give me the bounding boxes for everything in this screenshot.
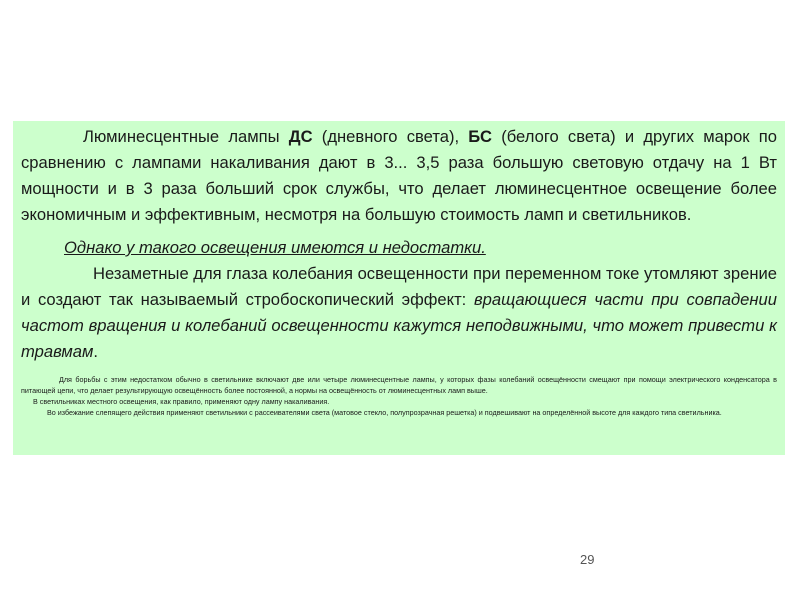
text-fragment: Незаметные для глаза колебания освещенности при переменном токе утомляют зрение и создают так называемый стробоскопический эффект:: [21, 264, 777, 309]
note-two-lamps: Для борьбы с этим недостатком обычно в светильнике включают две или четыре люминесцентные лампы, у которых фазы колебаний освещённости смещают при помощи электрического конденсатора в питающей цепи, что делает результирующую освещённость более постоянной, а нормы на освещённость от люминесцентных ламп выше.: [21, 375, 777, 395]
emphasis-text: вращающиеся части при совпадении частот вращения и колебаний освещенности кажутся неподвижными, что может привести к травмам: [21, 290, 777, 361]
drawbacks-heading: Однако у такого освещения имеются и недостатки.: [64, 238, 486, 257]
note-local-lighting: В светильниках местного освещения, как правило, применяют одну лампу накаливания.: [33, 397, 330, 406]
page-number: 29: [580, 552, 595, 567]
paragraph-advantages: [21, 124, 777, 228]
content-panel: [13, 121, 785, 455]
ds-term: ДС: [288, 127, 313, 146]
bs-term: БС: [468, 127, 492, 146]
paragraph-stroboscopic: [21, 261, 777, 365]
text-fragment: (белого света) и других марок по сравнению с лампами накаливания дают в 3... 3,5 раза большую световую отдачу на 1 Вт мощности и в 3 раза больший срок службы, что делает люминесцентное освещение более экономичным и эффективным, несмотря на большую стоимость ламп и светильников.: [21, 127, 777, 224]
text-fragment: .: [93, 342, 98, 361]
note-glare: Во избежание слепящего действия применяют светильники с рассеивателями света (матовое стекло, полупрозрачная решетка) и подвешивают на определённой высоте для каждого типа светильника.: [47, 408, 722, 417]
text-fragment: (дневного света),: [312, 127, 469, 146]
text-fragment: Люминесцентные лампы: [83, 127, 289, 146]
